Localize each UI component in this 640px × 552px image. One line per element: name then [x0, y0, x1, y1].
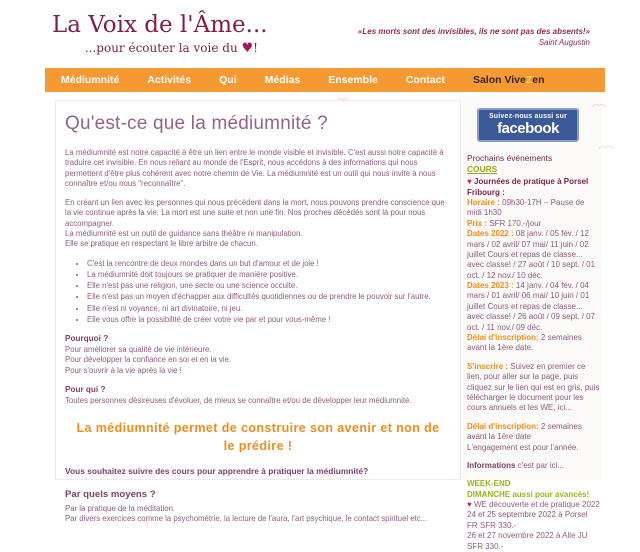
dates-2022-line: Dates 2022 : 08 janv. / 05 fév. / 12 mars / 02 avril/ 07 mai/ 11 juin / 02 juillet Cours et repas de classe... avec classe! / 27 août / 10 sept. / 01 oct. / 12 nov./ 10 déc.	[467, 229, 596, 280]
informations-link[interactable]: Informations c'est par ici...	[467, 460, 565, 470]
we-title: ♥ WE découverte et de pratique 2022	[467, 500, 600, 510]
header-quote	[358, 27, 590, 47]
facebook-badge-text: Suivez-nous aussi sur	[488, 113, 568, 120]
banner-slogan: La médiumnité permet de construire son avenir et non de le prédire !	[76, 421, 440, 454]
site-subtitle-text: ...pour écouter la voie du	[84, 41, 242, 55]
bird-decoration-icon	[598, 138, 614, 156]
we-date-2: 26 et 27 novembre 2022 à Alle JU SFR 330.-	[467, 531, 588, 551]
horaire-line: Horaire : 09h30-17H – Pause de midi 1h30	[467, 197, 585, 218]
pourquoi-line: Pour s'ouvrir à la vie après la vie !	[65, 365, 182, 375]
events-title: Prochains événements	[467, 152, 553, 163]
intro-paragraph-4: Elle se pratique en respectant le libre arbitre de chacun.	[65, 239, 258, 249]
we-date-1: 24 et 25 septembre 2022 à Porsel FR SFR 330.-	[467, 510, 588, 530]
section-title-pourquoi: Pourquoi ?	[65, 334, 109, 344]
weekend-title: WEEK-END	[467, 479, 511, 489]
engagement-line: L'engagement est pour l'année.	[467, 442, 579, 452]
nav-item-qui[interactable]: Qui	[219, 74, 237, 86]
site-title: La Voix de l'Âme...	[52, 12, 268, 38]
intro-paragraph-2: En créant un lien avec les personnes qui nous précèdent dans la mort, nous pouvons prendre conscience que la vie continue après la vie. La mort est une suite et non une fin. Nos proches décédés sont là pour nous accompagner.	[65, 198, 445, 228]
moyens-line: Par divers exercices comme la psychométrie, la lecture de l'aura, l'art psychique, le contact spirituel etc...	[65, 514, 428, 524]
main-content	[55, 100, 461, 524]
list-item: • Elle n'est ni voyance, ni art divinatoire, ni jeu.	[87, 304, 451, 314]
main-nav	[45, 68, 605, 92]
page-title: Qu'est-ce que la médiumnité ?	[65, 113, 328, 134]
nav-item-ensemble[interactable]: Ensemble	[328, 74, 378, 86]
pourquoi-line: Pour améliorer sa qualité de vie intérieure.	[65, 345, 212, 355]
section-title-moyens: Par quels moyens ?	[65, 489, 156, 501]
sinscrire-block: S'inscrire : Suivez en premier ce lien, pour aller sur la page, puis cliquez sur le lien qui est en gris, puis télécharger le document pour les cours annuels et les WE, ici...	[467, 361, 600, 413]
delai-inscription-line: Délai d'inscription: 2 semaines avant la 1ère date.	[467, 333, 582, 353]
weekend-subtitle: DIMANCHE aussi pour avancés!	[467, 489, 590, 499]
nav-item-salon-vivezen[interactable]: Salon ViveZen	[472, 74, 545, 86]
nav-item-contact[interactable]: Contact	[405, 74, 445, 86]
cours-question: Vous souhaitez suivre des cours pour apprendre à pratiquer la médiumnité?	[65, 466, 369, 477]
practice-days-title: ♥ Journées de pratique à Porsel Fribourg :	[467, 177, 589, 197]
nav-item-medias[interactable]: Médias	[264, 74, 301, 86]
mediumnite-bullet-list	[77, 259, 451, 326]
list-item: • C'est la rencontre de deux mondes dans un but d'amour et de joie !	[87, 259, 451, 269]
pourqui-text: Toutes personnes désireuses d'évoluer, de mieux se connaître et/ou de développer leur médiumnité.	[65, 395, 412, 405]
sidebar	[467, 108, 600, 552]
weekend-block	[467, 479, 600, 552]
list-item: • La médiumnité doit toujours se pratiquer de manière positive.	[87, 270, 451, 280]
nav-item-mediumnite[interactable]: Médiumnité	[61, 74, 120, 86]
intro-paragraph-3: La médiumnité est un outil de guidance sans théâtre ni manipulation.	[65, 228, 303, 238]
facebook-badge[interactable]	[477, 108, 579, 142]
site-subtitle	[52, 41, 258, 56]
dates-2023-line: Dates 2023 : 14 janv. / 04 fév. / 04 mars / 01 avril/ 06 mai/ 10 juin / 01 juillet Cours et repas de classe... avec classe! / 26 août / 09 sept. / 07 oct. / 11 nov./ 09 déc.	[467, 281, 596, 332]
quote-author: Saint Augustin	[538, 38, 590, 47]
quote-text: «Les morts sont des invisibles, ils ne sont pas des absents!»	[357, 27, 590, 36]
pourquoi-line: Pour développer la confiance en soi et en la vie.	[65, 355, 232, 365]
section-title-pourqui: Pour qui ?	[65, 384, 106, 394]
delai-inscription-line-2: Délai d'inscription: 2 semaines avant la 1ère date	[467, 421, 582, 442]
nav-item-activites[interactable]: Activités	[147, 74, 192, 86]
heart-icon: ♥	[467, 177, 472, 187]
list-item: • Elle vous offre la possibilité de créer votre vie par et pour vous-même !	[87, 315, 451, 325]
list-item: • Elle n'est pas un moyen d'échapper aux difficultés quotidiennes ou de prendre le pouvoir sur l'autre.	[87, 292, 451, 302]
heart-icon: ♥	[467, 500, 472, 510]
heart-icon: ♥	[241, 41, 254, 56]
site-subtitle-suffix: !	[253, 41, 258, 55]
cours-link[interactable]: COURS	[467, 163, 498, 174]
moyens-line: Par la pratique de la méditation.	[65, 504, 176, 513]
list-item: • Elle n'est pas une religion, une secte ou une science occulte.	[87, 281, 451, 291]
prix-line: Prix : SFR 170.-/jour	[467, 218, 542, 228]
facebook-logo: facebook	[497, 120, 559, 138]
intro-paragraph-1: La médiumnité est notre capacité à être un lien entre le monde visible et invisible. C'est aussi notre capacité à traduire cet invisible. En nous reliant au monde de l'Esprit, nous accédons à des informations qui nous permettent d'être plus cohérent avec notre chemin de Vie. La médiumnité est un outil qui nous invite à nous connaître et/ou nous "reconnaître".	[65, 148, 444, 188]
